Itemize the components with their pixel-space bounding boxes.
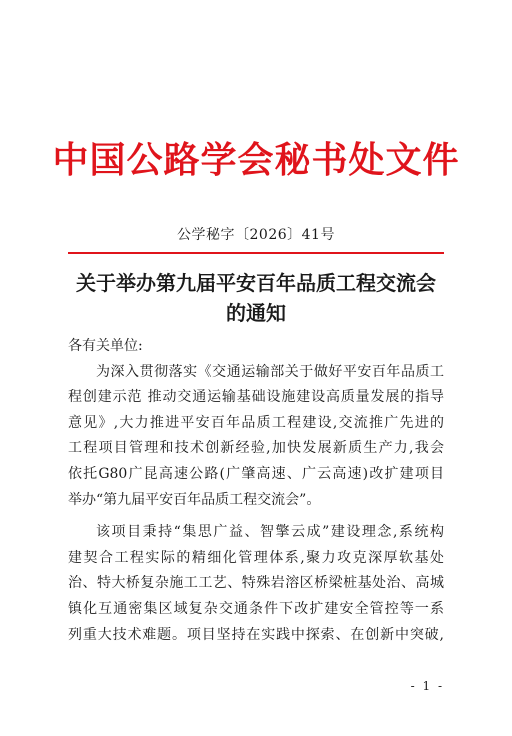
paragraph-1 bbox=[68, 360, 444, 514]
notice-title-line-2: 的通知 bbox=[226, 301, 286, 325]
red-divider-line bbox=[68, 252, 444, 254]
paragraph-line: 为深入贯彻落实《交通运输部关于做好平安百年品质工 bbox=[96, 363, 444, 380]
paragraph-2 bbox=[68, 520, 444, 648]
masthead-title: 中国公路学会秘书处文件 bbox=[52, 139, 460, 181]
page-number: - 1 - bbox=[410, 679, 444, 693]
paragraph-line: 意见》,大力推进平安百年品质工程建设,交流推广先进的 bbox=[68, 414, 444, 431]
paragraph-line: 依托G80广昆高速公路(广肇高速、广云高速)改扩建项目 bbox=[68, 465, 444, 482]
paragraph-line: 镇化互通密集区域复杂交通条件下改扩建安全管控等一系 bbox=[68, 600, 444, 617]
paragraph-line: 列重大技术难题。项目坚持在实践中探索、在创新中突破, bbox=[68, 626, 444, 643]
notice-title bbox=[40, 268, 472, 328]
document-number: 公学秘字〔2026〕41号 bbox=[177, 227, 335, 243]
paragraph-line: 该项目秉持“集思广益、智擎云成”建设理念,系统构 bbox=[96, 524, 444, 541]
paragraph-line: 治、特大桥复杂施工工艺、特殊岩溶区桥梁桩基处治、高城 bbox=[68, 575, 444, 592]
paragraph-line: 建契合工程实际的精细化管理体系,聚力攻克深厚软基处 bbox=[68, 549, 444, 566]
paragraph-line: 举办“第九届平安百年品质工程交流会”。 bbox=[68, 491, 321, 508]
notice-body bbox=[68, 334, 444, 648]
notice-title-line-1: 关于举办第九届平安百年品质工程交流会 bbox=[76, 271, 436, 295]
paragraph-line: 工程项目管理和技术创新经验,加快发展新质生产力,我会 bbox=[68, 440, 444, 457]
paragraph-line: 程创建示范 推动交通运输基础设施建设高质量发展的指导 bbox=[68, 389, 444, 406]
salutation: 各有关单位: bbox=[68, 338, 143, 354]
